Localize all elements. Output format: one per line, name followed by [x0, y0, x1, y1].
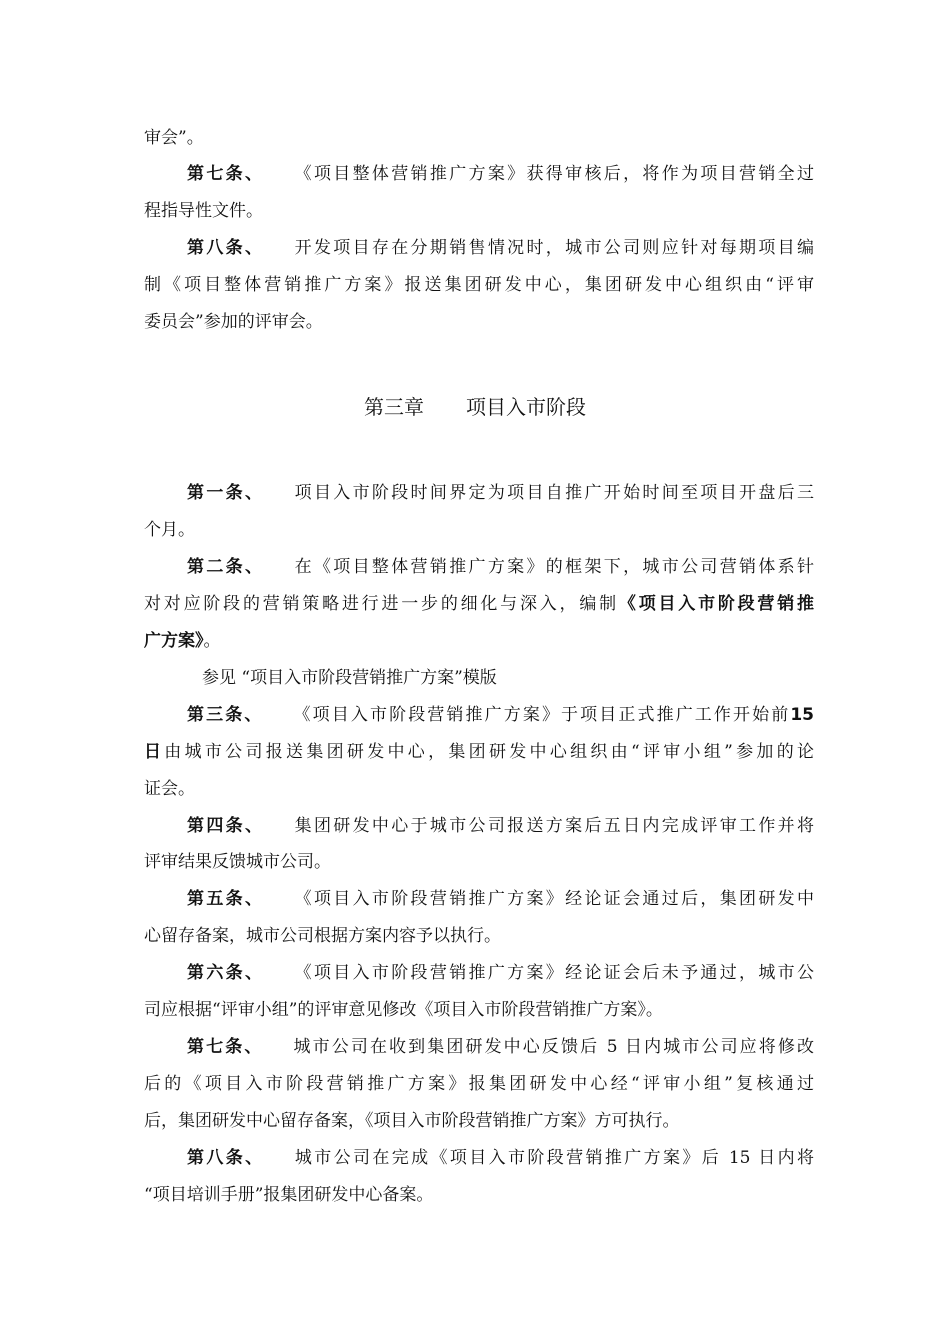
text-line: 评审结果反馈城市公司。 [144, 852, 331, 872]
text-line: 程指导性文件。 [144, 201, 263, 221]
text-line: 城市公司在完成《项目入市阶段营销推广方案》后 15 日内将 [292, 1148, 814, 1168]
text-line: 后，集团研发中心留存备案，《项目入市阶段营销推广方案》方可执行。 [144, 1111, 680, 1131]
document-title-bold: 《项目入市阶段营销推 [618, 594, 815, 614]
text-line [144, 310, 814, 334]
article-2 [187, 555, 814, 579]
chapter-heading [0, 393, 950, 421]
text-line: “项目培训手册”报集团研发中心备案。 [144, 1185, 434, 1205]
article-8 [187, 1146, 814, 1170]
text-line: 证会。 [144, 779, 195, 799]
text-line: 开发项目存在分期销售情况时，城市公司则应针对每期项目编 [292, 238, 815, 258]
article-label: 第一条、 [187, 483, 265, 503]
article-5 [187, 887, 814, 911]
text-line: 在《项目整体营销推广方案》的框架下，城市公司营销体系针 [292, 557, 815, 577]
text-line: 。 [203, 631, 221, 651]
text-line: 对对应阶段的营销策略进行进一步的细化与深入，编制 [144, 594, 619, 614]
article-label: 第五条、 [187, 889, 265, 909]
text-line: 个月。 [144, 520, 195, 540]
article-7 [187, 1035, 814, 1059]
text-line [144, 740, 814, 764]
text-line [144, 199, 814, 223]
text-line: 城市公司在收到集团研发中心反馈后 5 日内城市公司应将修改 [291, 1037, 814, 1057]
text-line: 心留存备案，城市公司根据方案内容予以执行。 [144, 926, 501, 946]
article-label: 第二条、 [187, 557, 265, 577]
text-line [144, 777, 814, 801]
text-line: 委员会”参加的评审会。 [144, 312, 323, 332]
template-reference: 参见 “项目入市阶段营销推广方案”模版 [202, 668, 497, 688]
text-line: 项目入市阶段时间界定为项目自推广开始时间至项目开盘后三 [292, 483, 815, 503]
article-4 [187, 814, 814, 838]
text-line [144, 1072, 814, 1096]
text-line: 《项目入市阶段营销推广方案》于项目正式推广工作开始前 [291, 705, 791, 725]
article-label: 第七条、 [187, 164, 265, 184]
article-label: 第三条、 [187, 705, 264, 725]
text-line [144, 629, 814, 653]
chapter-number: 第三章 [364, 395, 424, 419]
text-line: 司应根据“评审小组”的评审意见修改《项目入市阶段营销推广方案》。 [144, 1000, 663, 1020]
text-line: 《项目整体营销推广方案》获得审核后，将作为项目营销全过 [292, 164, 815, 184]
document-title-bold: 广方案》 [144, 631, 204, 651]
text-line [144, 518, 814, 542]
article-label: 第六条、 [187, 963, 265, 983]
text-line [144, 273, 814, 297]
article-7-prev [187, 162, 814, 186]
paragraph-continuation [144, 126, 814, 150]
bold-number: 15 [790, 705, 815, 725]
text-line [144, 924, 814, 948]
article-label: 第八条、 [187, 238, 265, 258]
article-3 [187, 703, 814, 727]
text-line [144, 592, 814, 616]
text-line: 后的《项目入市阶段营销推广方案》报集团研发中心经“评审小组”复核通过 [144, 1074, 814, 1094]
chapter-title: 项目入市阶段 [466, 395, 586, 419]
text-line: 审会”。 [144, 128, 204, 148]
text-line [144, 1183, 814, 1207]
article-label: 第七条、 [187, 1037, 264, 1057]
article-label: 第四条、 [187, 816, 265, 836]
text-line [144, 998, 814, 1022]
article-6 [187, 961, 814, 985]
text-line [144, 850, 814, 874]
article-1 [187, 481, 814, 505]
text-line: 制《项目整体营销推广方案》报送集团研发中心，集团研发中心组织由“评审 [144, 275, 814, 295]
text-line: 集团研发中心于城市公司报送方案后五日内完成评审工作并将 [292, 816, 815, 836]
text-line: 由城市公司报送集团研发中心，集团研发中心组织由“评审小组”参加的论 [164, 742, 814, 762]
article-label: 第八条、 [187, 1148, 265, 1168]
text-line: 《项目入市阶段营销推广方案》经论证会后未予通过，城市公 [292, 963, 815, 983]
bold-text: 日 [144, 742, 165, 762]
text-line: 《项目入市阶段营销推广方案》经论证会通过后，集团研发中 [292, 889, 815, 909]
text-line [144, 1109, 814, 1133]
article-8-prev [187, 236, 814, 260]
